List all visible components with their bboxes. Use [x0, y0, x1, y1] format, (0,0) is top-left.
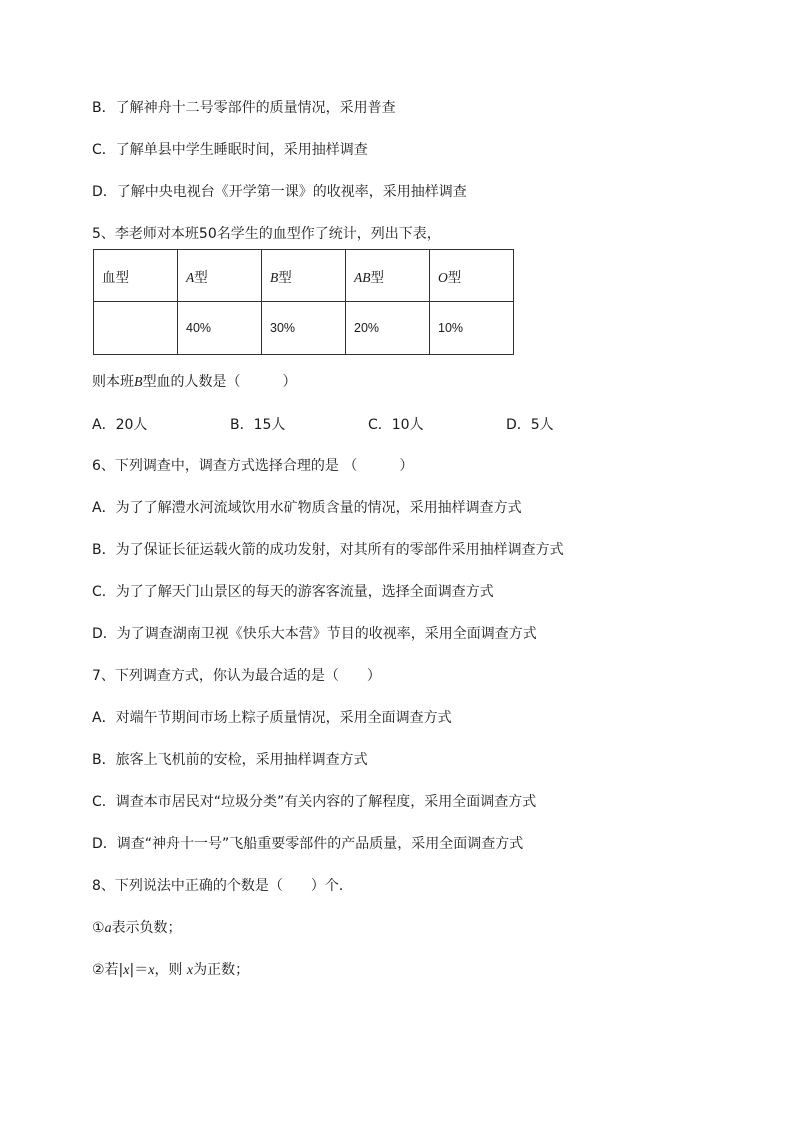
q5-option-b: B．15人 [230, 417, 286, 433]
q6-option-d: D．为了调查湖南卫视《快乐大本营》节目的收视率，采用全面调查方式 [92, 626, 537, 642]
q7-option-a: A．对端午节期间市场上粽子质量情况，采用全面调查方式 [92, 710, 452, 726]
table-header-cell: AB型 [346, 250, 430, 302]
q4-option-c: C．了解单县中学生睡眠时间，采用抽样调查 [92, 142, 368, 158]
table-header-cell: B型 [262, 250, 346, 302]
table-header-cell: O型 [430, 250, 514, 302]
q6-stem: 6、下列调查中，调查方式选择合理的是 （ ） [92, 458, 414, 474]
q5-option-a: A．20人 [92, 417, 148, 433]
q7-option-c: C．调查本市居民对“垃圾分类”有关内容的了解程度，采用全面调查方式 [92, 794, 537, 810]
q6-option-b: B．为了保证长征运载火箭的成功发射，对其所有的零部件采用抽样调查方式 [92, 542, 564, 558]
q7-stem: 7、下列调查方式，你认为最合适的是（ ） [92, 668, 381, 684]
table-row [94, 302, 514, 355]
table-cell [94, 302, 178, 355]
q8-stem: 8、下列说法中正确的个数是（ ）个． [92, 878, 353, 894]
q7-option-d: D．调查“神舟十一号”飞船重要零部件的产品质量，采用全面调查方式 [92, 836, 524, 852]
table-cell: 30% [262, 302, 346, 355]
q6-option-c: C．为了了解天门山景区的每天的游客客流量，选择全面调查方式 [92, 584, 494, 600]
q5-option-c: C．10人 [368, 417, 424, 433]
table-cell: 20% [346, 302, 430, 355]
blood-type-table [93, 249, 514, 355]
table-cell: 10% [430, 302, 514, 355]
q5-option-d: D．5人 [506, 417, 554, 433]
table-header-cell: 血型 [94, 250, 178, 302]
table-header-cell: A型 [178, 250, 262, 302]
q8-statement-1: ①a表示负数； [92, 920, 182, 936]
q4-option-d: D．了解中央电视台《开学第一课》的收视率，采用抽样调查 [92, 184, 467, 200]
q6-option-a: A．为了了解澧水河流域饮用水矿物质含量的情况，采用抽样调查方式 [92, 500, 522, 516]
q5-question: 则本班B型血的人数是（ ） [92, 374, 297, 390]
table-cell: 40% [178, 302, 262, 355]
q7-option-b: B．旅客上飞机前的安检，采用抽样调查方式 [92, 752, 368, 768]
table-header-row [94, 250, 514, 302]
q8-statement-2: ②若|x|＝x，则 x为正数； [92, 962, 250, 978]
q5-options [92, 415, 592, 435]
q4-option-b: B．了解神舟十二号零部件的质量情况，采用普查 [92, 100, 396, 116]
q5-stem: 5、李老师对本班50名学生的血型作了统计，列出下表， [92, 226, 441, 242]
